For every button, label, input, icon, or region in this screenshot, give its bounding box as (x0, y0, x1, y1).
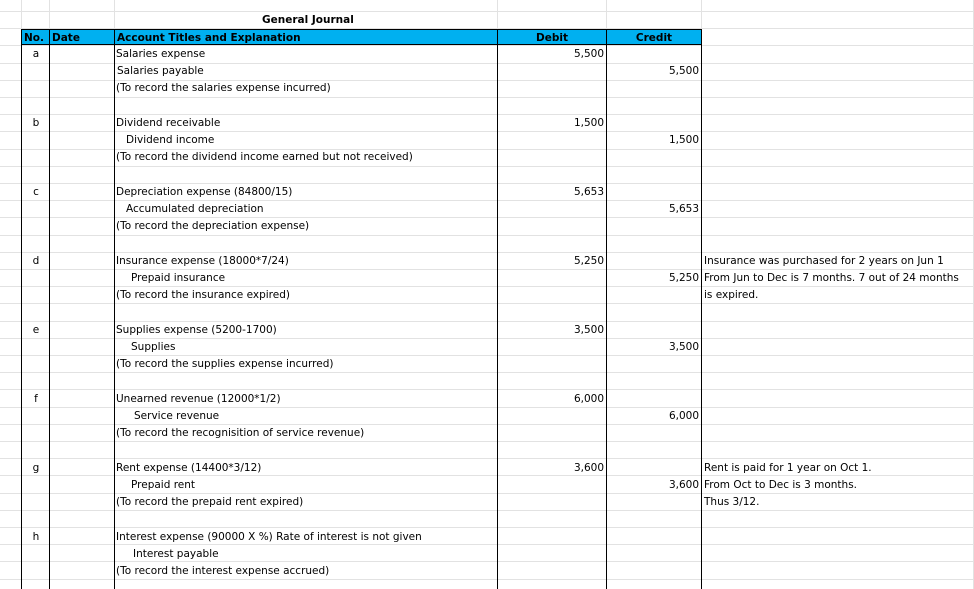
gridline (0, 510, 974, 511)
border-credit (606, 29, 607, 589)
debit-account: Supplies expense (5200-1700) (116, 324, 277, 336)
gridline (0, 372, 974, 373)
note-line: Rent is paid for 1 year on Oct 1. (704, 462, 872, 474)
credit-account: Dividend income (126, 134, 215, 146)
credit-account: Supplies (131, 341, 176, 353)
header-credit[interactable]: Credit (606, 29, 702, 45)
explanation: (To record the supplies expense incurred) (116, 358, 334, 370)
gridline (0, 441, 974, 442)
entry-no: e (32, 324, 40, 336)
debit-account: Dividend receivable (116, 117, 221, 129)
debit-amount: 5,250 (573, 255, 604, 267)
border-account (114, 29, 115, 589)
debit-amount: 1,500 (573, 117, 604, 129)
note-line: is expired. (704, 289, 759, 301)
gridline (0, 235, 974, 236)
debit-account: Unearned revenue (12000*1/2) (116, 393, 281, 405)
debit-amount: 5,500 (573, 48, 604, 60)
debit-account: Salaries expense (116, 48, 206, 60)
credit-amount: 1,500 (668, 134, 699, 146)
gridline (0, 458, 974, 459)
explanation: (To record the recognisition of service revenue) (116, 427, 365, 439)
entry-no: f (34, 393, 38, 405)
explanation: (To record the insurance expired) (116, 289, 290, 301)
credit-amount: 3,600 (668, 479, 699, 491)
explanation: (To record the prepaid rent expired) (116, 496, 304, 508)
credit-account: Service revenue (134, 410, 220, 422)
border-debit (497, 29, 498, 589)
entry-no: a (32, 48, 40, 60)
explanation: (To record the interest expense accrued) (116, 565, 330, 577)
credit-account: Salaries payable (117, 65, 204, 77)
header-debit[interactable]: Debit (497, 29, 607, 45)
debit-amount: 3,600 (573, 462, 604, 474)
explanation: (To record the salaries expense incurred) (116, 82, 331, 94)
debit-amount: 5,653 (573, 186, 604, 198)
entry-no: d (32, 255, 40, 267)
gridline (0, 97, 974, 98)
debit-account: Insurance expense (18000*7/24) (116, 255, 289, 267)
border-left (21, 29, 22, 589)
explanation: (To record the dividend income earned but not received) (116, 151, 413, 163)
border-right (701, 29, 702, 589)
debit-account: Depreciation expense (84800/15) (116, 186, 293, 198)
header-date[interactable]: Date (49, 29, 115, 45)
border-date (49, 29, 50, 589)
header-account[interactable]: Account Titles and Explanation (114, 29, 498, 45)
credit-amount: 5,250 (668, 272, 699, 284)
note-line: From Oct to Dec is 3 months. (704, 479, 858, 491)
debit-account: Interest expense (90000 X %) Rate of interest is not given (116, 531, 422, 543)
gridline (0, 303, 974, 304)
note-line: From Jun to Dec is 7 months. 7 out of 24 months (704, 272, 959, 284)
gridline (0, 527, 974, 528)
gridline (0, 579, 974, 580)
entry-no: g (32, 462, 40, 474)
debit-amount: 6,000 (573, 393, 604, 405)
note-line: Thus 3/12. (704, 496, 760, 508)
credit-account: Prepaid rent (131, 479, 196, 491)
credit-account: Interest payable (133, 548, 219, 560)
credit-amount: 3,500 (668, 341, 699, 353)
journal-title: General Journal (262, 14, 354, 26)
credit-account: Accumulated depreciation (126, 203, 264, 215)
gridline (0, 166, 974, 167)
debit-account: Rent expense (14400*3/12) (116, 462, 262, 474)
debit-amount: 3,500 (573, 324, 604, 336)
credit-account: Prepaid insurance (131, 272, 226, 284)
entry-no: b (32, 117, 40, 129)
credit-amount: 6,000 (668, 410, 699, 422)
entry-no: h (32, 531, 40, 543)
note-line: Insurance was purchased for 2 years on Jun 1 (704, 255, 944, 267)
entry-no: c (33, 186, 39, 198)
gridline (0, 11, 974, 12)
explanation: (To record the depreciation expense) (116, 220, 310, 232)
header-no[interactable]: No. (21, 29, 50, 45)
gridline (0, 389, 974, 390)
credit-amount: 5,500 (668, 65, 699, 77)
credit-amount: 5,653 (668, 203, 699, 215)
